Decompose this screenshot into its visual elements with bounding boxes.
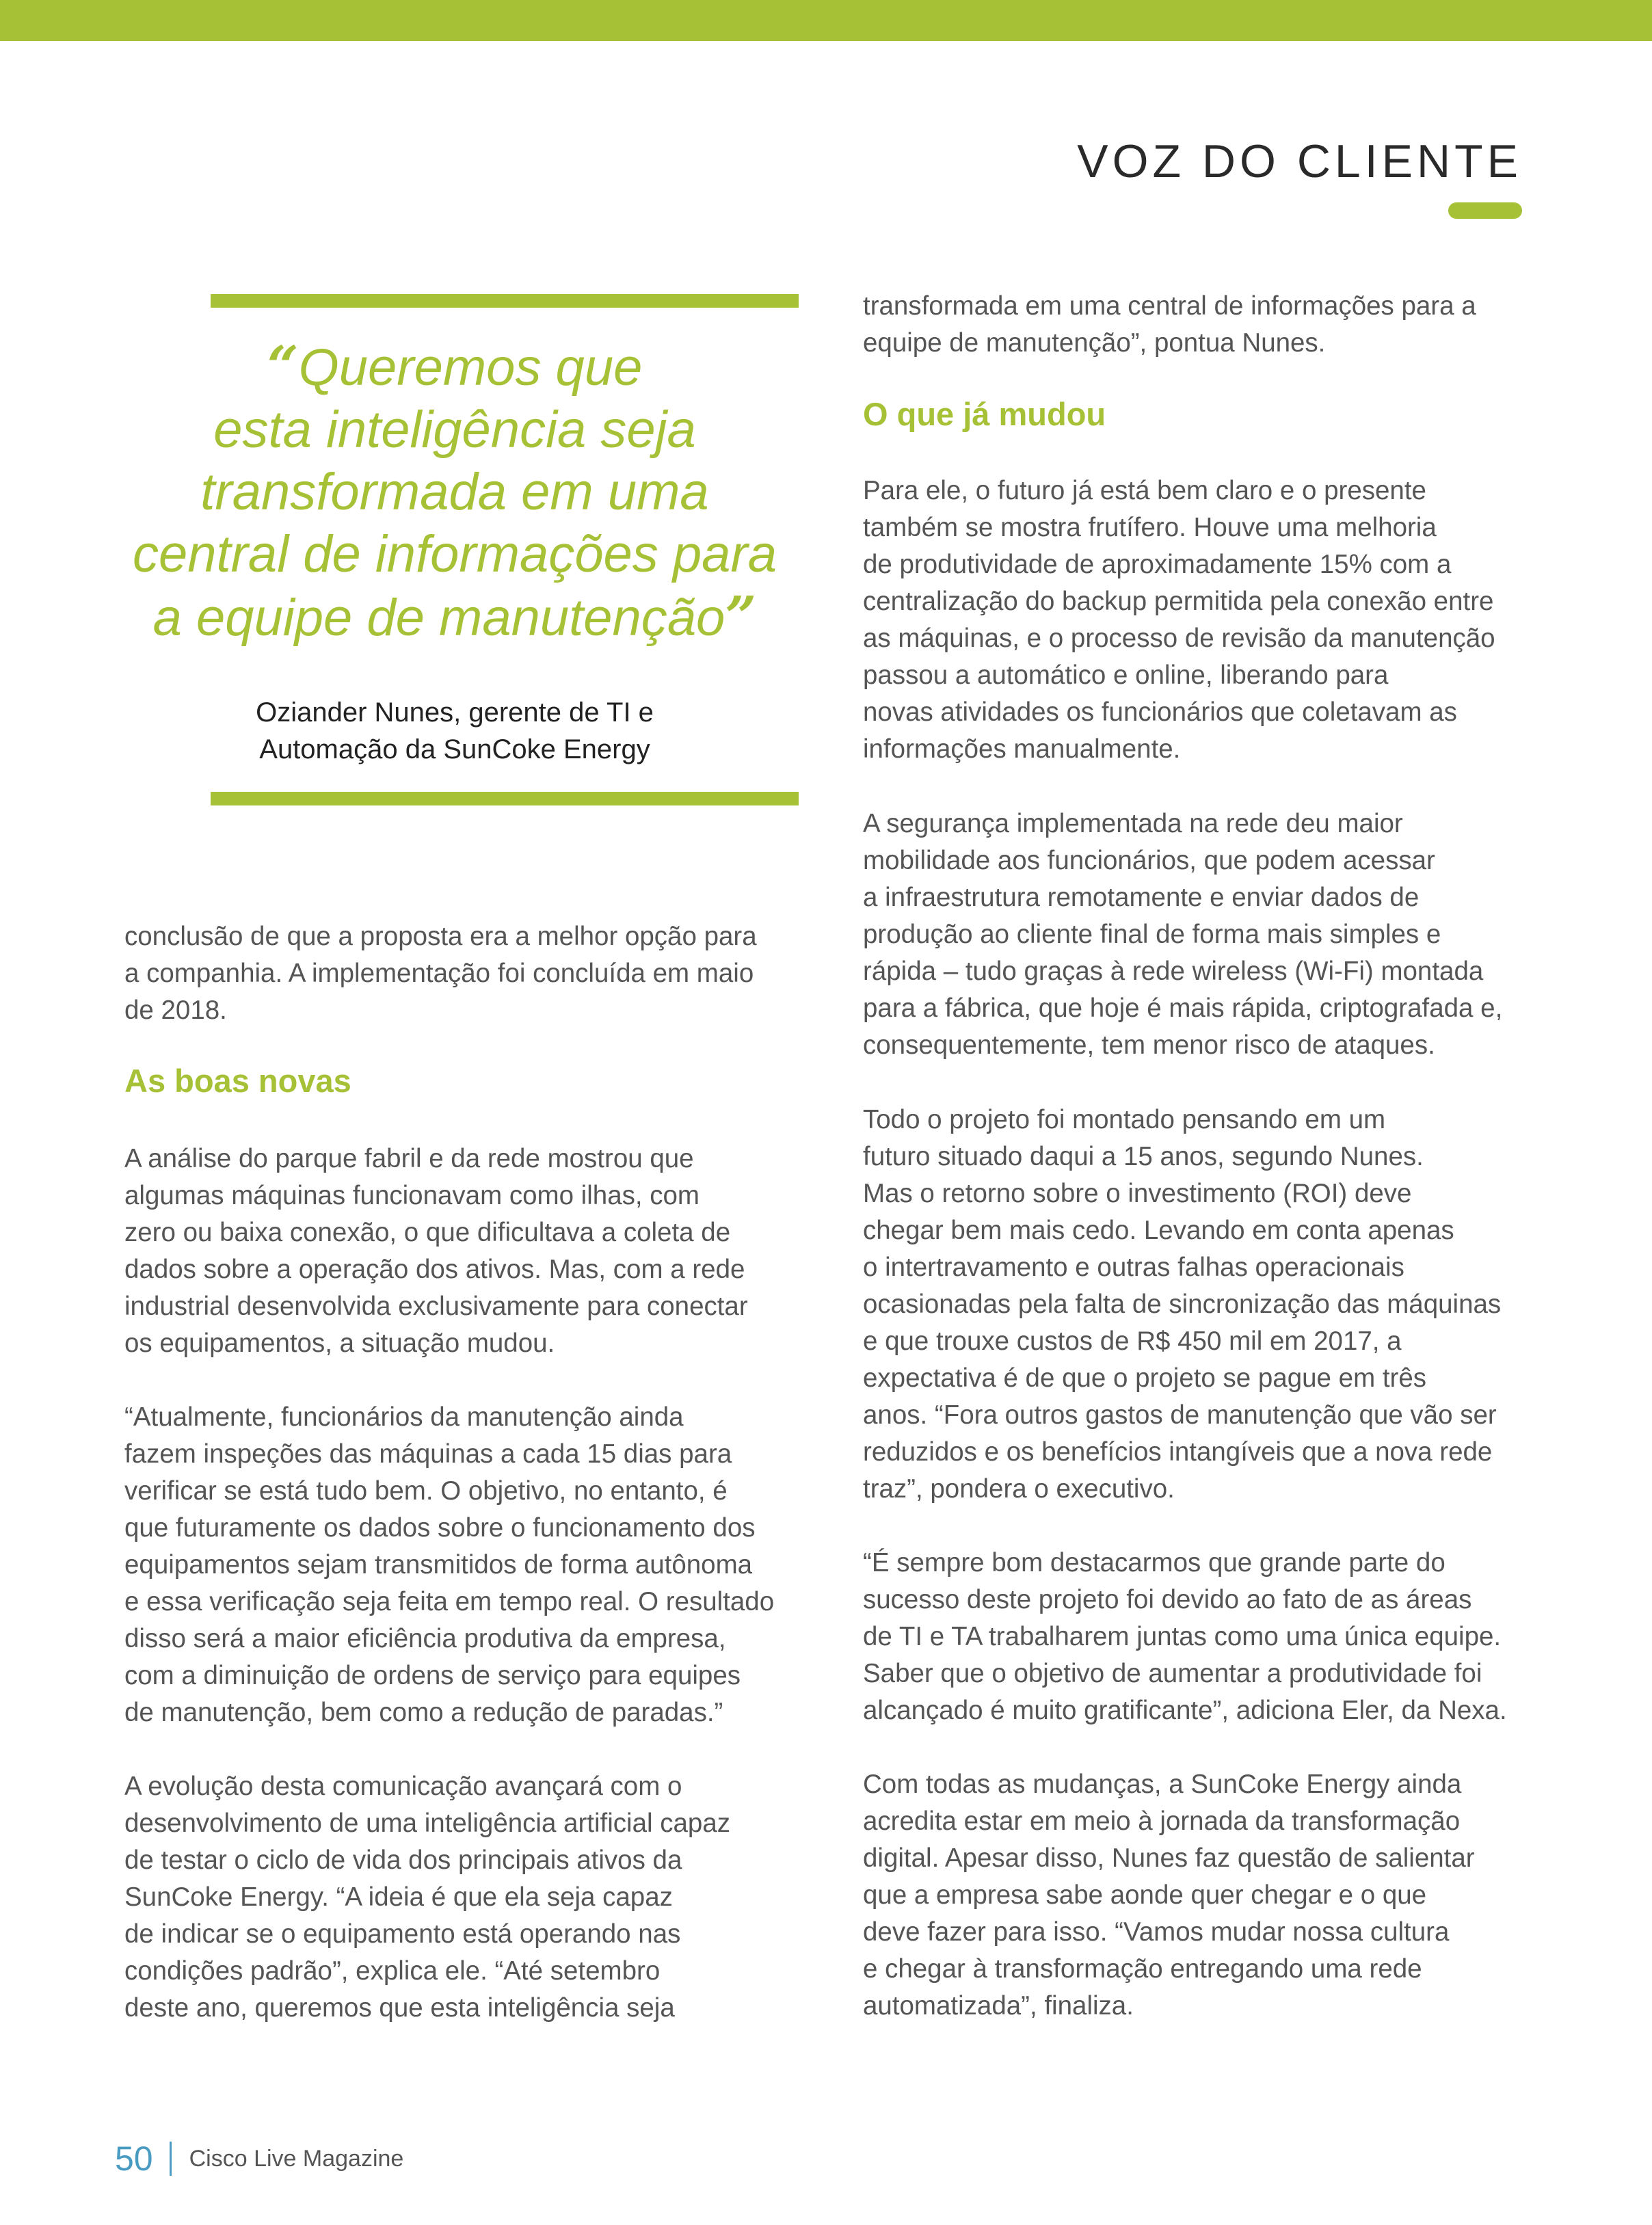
- page-footer: [115, 2135, 403, 2183]
- pull-quote-line: transformada em uma: [200, 463, 709, 521]
- magazine-name: Cisco Live Magazine: [189, 2145, 404, 2172]
- pull-quote-line: central de informações para: [132, 525, 777, 583]
- paragraph: transformada em uma central de informações para a equipe de manutenção”, pontua Nunes.: [863, 291, 1476, 358]
- paragraph: Com todas as mudanças, a SunCoke Energy ainda acredita estar em meio à jornada da transformação digital. Apesar disso, Nunes faz questão de salientar que a empresa sabe aonde quer chegar e o que deve fazer para isso. “Vamos mudar nossa cultura e chegar à transformação entregando uma rede automatizada”, finaliza.: [863, 1770, 1475, 2021]
- pull-quote-line: esta inteligência seja: [213, 401, 696, 459]
- paragraph: A análise do parque fabril e da rede mostrou que algumas máquinas funcionavam como ilhas, com zero ou baixa conexão, o que dificultava a coleta de dados sobre a operação dos ativos. Mas, com a rede industrial desenvolvida exclusivamente para conectar os equipamentos, a situação mudou.: [124, 1144, 748, 1358]
- close-quote-mark: ”: [725, 584, 757, 648]
- paragraph: “É sempre bom destacarmos que grande parte do sucesso deste projeto foi devido ao fato de as áreas de TI e TA trabalharem juntas como uma única equipe. Saber que o objetivo de aumentar a produtividade foi alcançado é muito gratificante”, adiciona Eler, da Nexa.: [863, 1548, 1507, 1725]
- pull-quote-attribution: Oziander Nunes, gerente de TI e Automação da SunCoke Energy: [256, 697, 654, 764]
- paragraph: A evolução desta comunicação avançará com o desenvolvimento de uma inteligência artificial capaz de testar o ciclo de vida dos principais ativos da SunCoke Energy. “A ideia é que ela seja capaz de indicar se o equipamento está operando nas condições padrão”, explica ele. “Até setembro deste ano, queremos que esta inteligência seja: [124, 1772, 730, 2023]
- section-accent-pill: [1448, 202, 1522, 219]
- pull-quote-line: “Queremos que: [267, 334, 643, 398]
- pull-quote-text: [103, 335, 807, 649]
- paragraph: Para ele, o futuro já está bem claro e o presente também se mostra frutífero. Houve uma melhoria de produtividade de aproximadamente 15% com a centralização do backup permitida pela conexão entre as máquinas, e o processo de revisão da manutenção passou a automático e online, liberando para novas atividades os funcionários que coletavam as informações manualmente.: [863, 476, 1495, 764]
- pull-quote-line: a equipe de manutenção”: [152, 584, 757, 648]
- pull-quote-bottom-rule: [211, 792, 799, 805]
- paragraph: Todo o projeto foi montado pensando em um futuro situado daqui a 15 anos, segundo Nunes. Mas o retorno sobre o investimento (ROI) deve chegar bem mais cedo. Levando em conta apenas o intertravamento e outras falhas operacionais ocasionadas pela falta de sincronização das máquinas e que trouxe custos de R$ 450 mil em 2017, a expectativa é de que o projeto se pague em três anos. “Fora outros gastos de manutenção que vão ser reduzidos e os benefícios intangíveis que a nova rede traz”, pondera o executivo.: [863, 1105, 1502, 1504]
- paragraph: conclusão de que a proposta era a melhor opção para a companhia. A implementação foi concluída em maio de 2018.: [124, 922, 757, 1025]
- page-number: 50: [115, 2140, 153, 2178]
- section-title: VOZ DO CLIENTE: [1077, 135, 1522, 187]
- top-accent-bar: [0, 0, 1652, 41]
- open-quote-mark: “: [267, 334, 299, 398]
- section-heading: As boas novas: [124, 1063, 351, 1099]
- paragraph: A segurança implementada na rede deu maior mobilidade aos funcionários, que podem acessar a infraestrutura remotamente e enviar dados de produção ao cliente final de forma mais simples e rápida – tudo graças à rede wireless (Wi-Fi) montada para a fábrica, que hoje é mais rápida, criptografada e, consequentemente, tem menor risco de ataques.: [863, 809, 1503, 1060]
- footer-divider: [170, 2142, 172, 2176]
- paragraph: “Atualmente, funcionários da manutenção ainda fazem inspeções das máquinas a cada 15 dias para verificar se está tudo bem. O objetivo, no entanto, é que futuramente os dados sobre o funcionamento dos equipamentos sejam transmitidos de forma autônoma e essa verificação seja feita em tempo real. O resultado disso será a maior eficiência produtiva da empresa, com a diminuição de ordens de serviço para equipes de manutenção, bem como a redução de paradas.”: [124, 1402, 775, 1727]
- section-heading: O que já mudou: [863, 396, 1106, 432]
- pull-quote-top-rule: [211, 294, 799, 308]
